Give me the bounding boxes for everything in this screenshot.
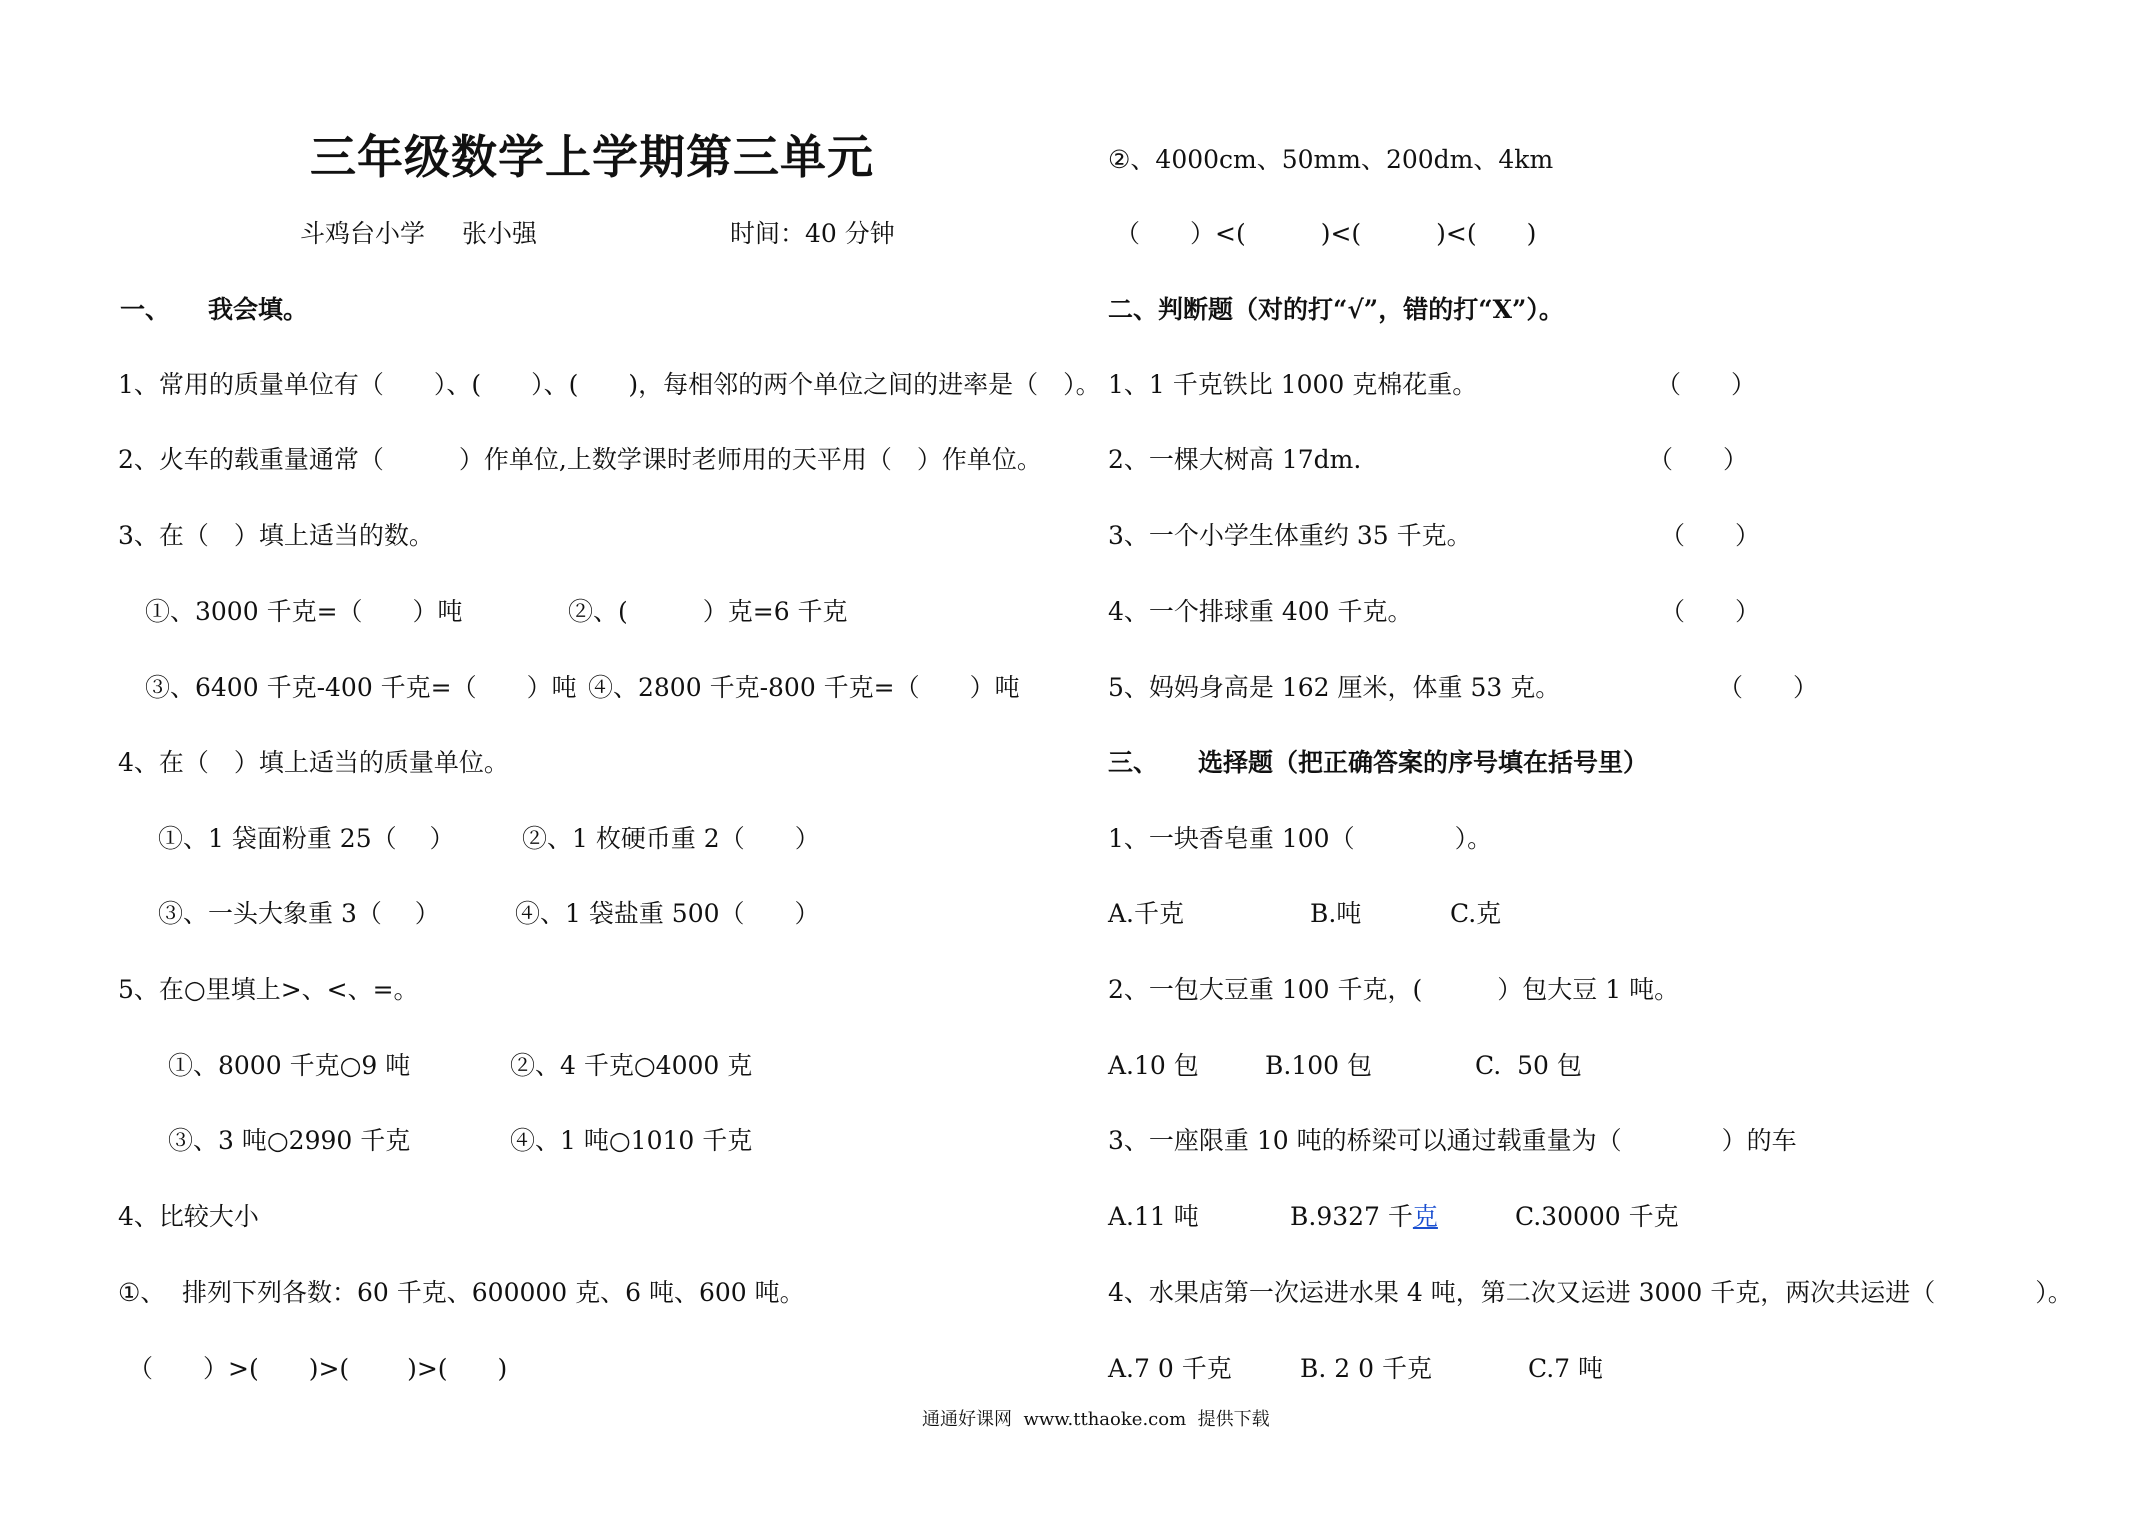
choice-question-4: 4、水果店第一次运进水果 4 吨，第二次又运进 3000 千克，两次共运进（ ）。: [1108, 1278, 2073, 1307]
question-6-sub1-number: ①、: [118, 1278, 166, 1307]
footer-credit: 通通好课网 www.tthaoke.com 提供下载: [922, 1409, 1270, 1430]
choice-question-2: 2、一包大豆重 100 千克，( ）包大豆 1 吨。: [1108, 975, 1680, 1004]
choice-3-option-b: [1290, 1201, 1438, 1233]
question-6-sub1-blanks: （ ）>( )>( )>( ): [128, 1354, 508, 1383]
choice-4-option-a: A.7 0 千克: [1108, 1354, 1232, 1383]
question-3: 3、在（ ）填上适当的数。: [118, 521, 434, 550]
section3-number: 三、: [1108, 748, 1159, 777]
question-3b: ②、( ）克=6 千克: [568, 597, 848, 626]
judge-paren-1: （ ）: [1656, 370, 1757, 399]
question-6-sub2-blanks: （ ）<( )<( )<( ): [1115, 219, 1537, 248]
judge-item-4: 4、一个排球重 400 千克。: [1108, 597, 1413, 626]
choice-4-option-b: B. 2 0 千克: [1300, 1354, 1432, 1383]
question-3c: ③、6400 千克-400 千克=（ ）吨: [145, 673, 577, 702]
section2-number: 二、: [1108, 295, 1159, 324]
question-6-sub2: ②、4000cm、50mm、200dm、4km: [1108, 145, 1554, 174]
question-5d: ④、1 吨○1010 千克: [510, 1126, 753, 1155]
choice-3-option-b-text: B.9327 千: [1290, 1202, 1413, 1231]
choice-question-1: 1、一块香皂重 100（ ）。: [1108, 824, 1493, 853]
judge-paren-4: （ ）: [1660, 597, 1761, 626]
section1-number: 一、: [120, 295, 171, 324]
question-4: 4、在（ ）填上适当的质量单位。: [118, 748, 509, 777]
question-5: 5、在○里填上>、<、=。: [118, 975, 419, 1004]
author-name: 张小强: [462, 219, 538, 248]
hyperlink[interactable]: 克: [1412, 1202, 1438, 1231]
judge-item-3: 3、一个小学生体重约 35 千克。: [1108, 521, 1472, 550]
question-4c: ③、一头大象重 3（ ）: [158, 899, 440, 928]
judge-paren-5: （ ）: [1718, 673, 1819, 702]
question-3d: ④、2800 千克-800 千克=（ ）吨: [588, 673, 1020, 702]
question-4a: ①、1 袋面粉重 25（ ）: [158, 824, 455, 853]
choice-2-option-a: A.10 包: [1108, 1051, 1199, 1080]
judge-paren-3: （ ）: [1660, 521, 1761, 550]
question-2: 2、火车的载重量通常（ ）作单位,上数学课时老师用的天平用（ ）作单位。: [118, 445, 1042, 474]
section1-heading: 我会填。: [208, 295, 309, 324]
section3-heading: 选择题（把正确答案的序号填在括号里）: [1198, 748, 1649, 777]
question-6: 4、比较大小: [118, 1202, 259, 1231]
choice-1-option-a: A.千克: [1108, 899, 1185, 928]
choice-1-option-c: C.克: [1450, 899, 1502, 928]
choice-4-option-c: C.7 吨: [1528, 1354, 1604, 1383]
question-1: 1、常用的质量单位有（ ）、( ）、( )，每相邻的两个单位之间的进率是（ ）。: [118, 370, 1101, 399]
question-5a: ①、8000 千克○9 吨: [168, 1051, 411, 1080]
question-3a: ①、3000 千克=（ ）吨: [145, 597, 463, 626]
choice-2-option-c: C. 50 包: [1475, 1051, 1582, 1080]
choice-1-option-b: B.吨: [1310, 899, 1362, 928]
judge-item-5: 5、妈妈身高是 162 厘米，体重 53 克。: [1108, 673, 1561, 702]
choice-2-option-b: B.100 包: [1265, 1051, 1372, 1080]
time-limit: 时间：40 分钟: [730, 219, 895, 248]
page-title: 三年级数学上学期第三单元: [310, 130, 874, 184]
choice-question-3: 3、一座限重 10 吨的桥梁可以通过载重量为（ ）的车: [1108, 1126, 1797, 1155]
choice-3-option-a: A.11 吨: [1108, 1202, 1199, 1231]
question-5c: ③、3 吨○2990 千克: [168, 1126, 411, 1155]
choice-3-option-c: C.30000 千克: [1515, 1202, 1679, 1231]
question-5b: ②、4 千克○4000 克: [510, 1051, 753, 1080]
judge-paren-2: （ ）: [1648, 445, 1749, 474]
judge-item-2: 2、一棵大树高 17dm.: [1108, 445, 1362, 474]
judge-item-1: 1、1 千克铁比 1000 克棉花重。: [1108, 370, 1478, 399]
section2-heading: 判断题（对的打“√”，错的打“X”）。: [1158, 295, 1564, 324]
question-4b: ②、1 枚硬币重 2（ ）: [522, 824, 820, 853]
question-6-sub1: 排列下列各数：60 千克、600000 克、6 吨、600 吨。: [182, 1278, 805, 1307]
school-name: 斗鸡台小学: [300, 219, 426, 248]
question-4d: ④、1 袋盐重 500（ ）: [515, 899, 820, 928]
